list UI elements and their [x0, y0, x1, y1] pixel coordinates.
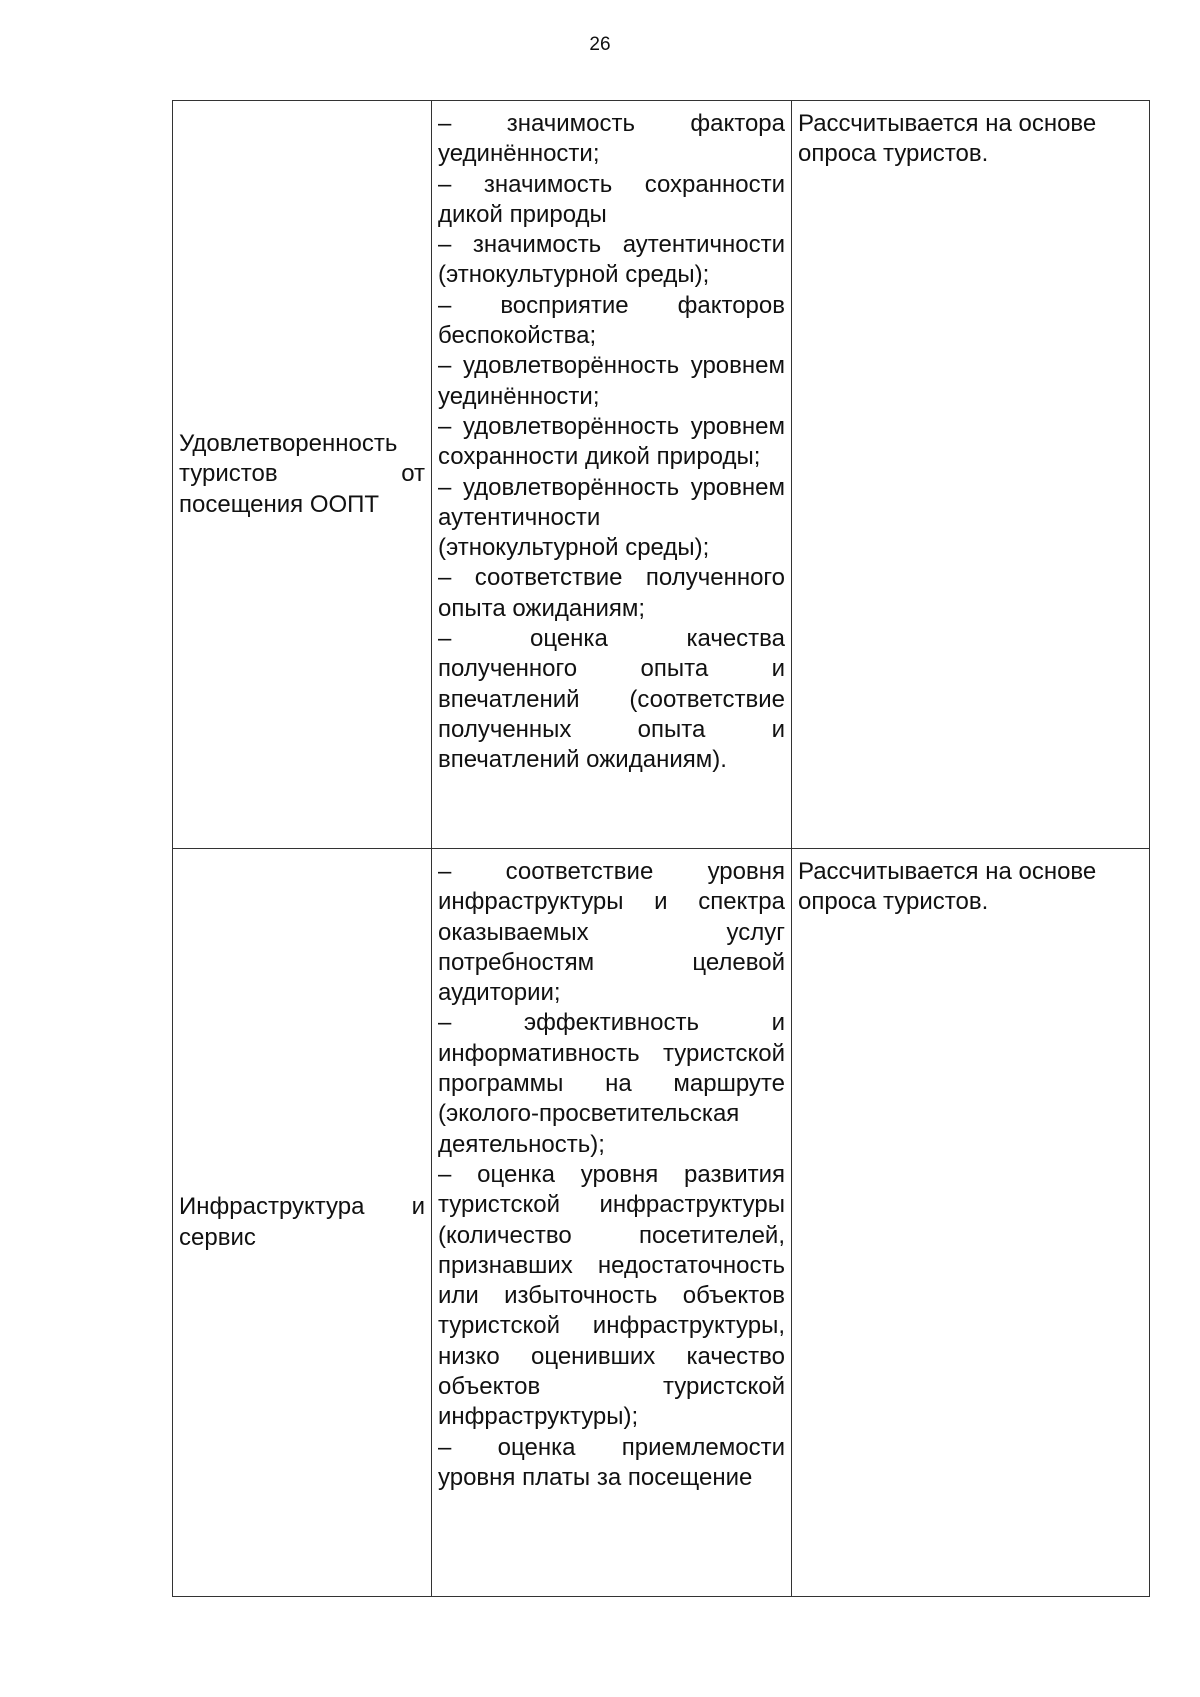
indicator-cell: Удовлетворенность туристов от посещения ООПТ — [173, 101, 432, 849]
parameter-item: – оценка уровня развития туристской инфраструктуры (количество посетителей, признавших недостаточность или избыточность объектов туристской инфраструктуры, низко оценивших качество объектов туристской инфраструктуры); — [438, 1160, 785, 1431]
parameter-item: – восприятие факторов беспокойства; — [438, 291, 785, 350]
parameter-item: – оценка приемлемости уровня платы за посещение — [438, 1433, 785, 1491]
parameter-item: – соответствие уровня инфраструктуры и спектра оказываемых услуг потребностям целевой аудитории; — [438, 858, 785, 1007]
parameters-cell — [432, 101, 792, 849]
table-row — [173, 849, 1150, 1597]
indicators-table — [172, 100, 1150, 1597]
parameter-item: – удовлетворённость уровнем сохранности дикой природы; — [438, 412, 785, 471]
parameter-item: – соответствие полученного опыта ожиданиям; — [438, 564, 785, 622]
parameter-item: – оценка качества полученного опыта и впечатлений (соответствие полученных опыта и впечатлений ожиданиям). — [438, 625, 785, 774]
parameter-item: – эффективность и информативность туристской программы на маршруте (эколого-просветительская деятельность); — [438, 1009, 785, 1158]
parameter-item: – значимость сохранности дикой природы — [438, 170, 785, 228]
method-cell: Рассчитывается на основе опроса туристов. — [792, 101, 1150, 849]
parameter-item: – удовлетворённость уровнем уединённости; — [438, 352, 785, 410]
parameters-cell — [432, 849, 792, 1597]
method-cell: Рассчитывается на основе опроса туристов. — [792, 849, 1150, 1597]
parameter-item: – значимость фактора уединённости; — [438, 110, 785, 168]
table-row — [173, 101, 1150, 849]
page-number: 26 — [589, 34, 611, 55]
parameter-item: – значимость аутентичности (этнокультурной среды); — [438, 231, 785, 289]
parameter-item: – удовлетворённость уровнем аутентичности (этнокультурной среды); — [438, 473, 785, 562]
indicator-cell: Инфраструктура и сервис — [173, 849, 432, 1597]
